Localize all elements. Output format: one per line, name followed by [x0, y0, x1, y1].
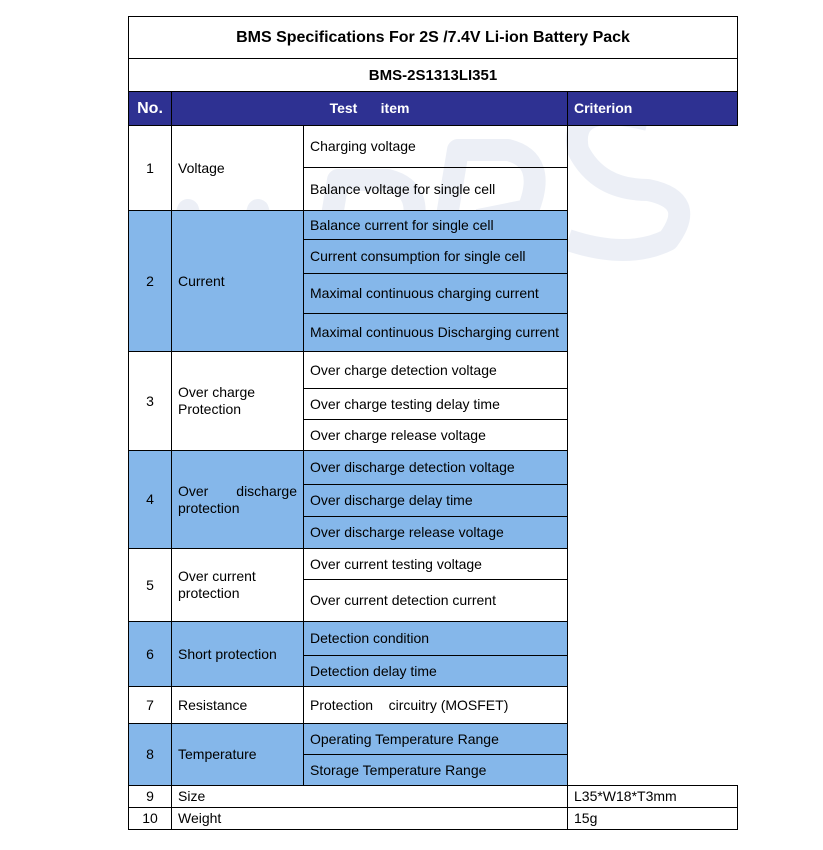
- model-number: BMS-2S1313LI351: [129, 59, 738, 92]
- item-name: Size: [172, 786, 568, 808]
- table-row: [129, 622, 738, 656]
- item-number: 10: [129, 808, 172, 830]
- document-title: BMS Specifications For 2S /7.4V Li-ion Battery Pack: [129, 17, 738, 59]
- header-test-item: Test item: [172, 92, 568, 126]
- item-number: 3: [129, 352, 172, 451]
- item-name: Short protection: [172, 622, 304, 687]
- item-name: Current: [172, 211, 304, 352]
- item-name: Over current protection: [172, 549, 304, 622]
- test-item-cell: Over discharge delay time: [304, 485, 568, 517]
- item-number: 8: [129, 724, 172, 786]
- item-name: Over charge Protection: [172, 352, 304, 451]
- test-item-cell: Over charge testing delay time: [304, 389, 568, 420]
- table-row: [129, 352, 738, 389]
- header-no: No.: [129, 92, 172, 126]
- item-name: Temperature: [172, 724, 304, 786]
- test-item-cell: Over charge release voltage: [304, 420, 568, 451]
- table-row: [129, 451, 738, 485]
- item-number: 1: [129, 126, 172, 211]
- item-number: 6: [129, 622, 172, 687]
- table-row: [129, 126, 738, 168]
- header-criterion: Criterion: [568, 92, 738, 126]
- spec-table: [128, 16, 738, 830]
- item-name: Over discharge protection: [172, 451, 304, 549]
- test-item-cell: Protection circuitry (MOSFET): [304, 687, 568, 724]
- table-row: [129, 786, 738, 808]
- item-name: Resistance: [172, 687, 304, 724]
- test-item-cell: Over charge detection voltage: [304, 352, 568, 389]
- criterion-cell: 15g: [568, 808, 738, 830]
- test-item-cell: Maximal continuous Discharging current: [304, 314, 568, 352]
- item-number: 2: [129, 211, 172, 352]
- item-number: 9: [129, 786, 172, 808]
- table-row: [129, 808, 738, 830]
- table-row: [129, 687, 738, 724]
- test-item-cell: Balance voltage for single cell: [304, 168, 568, 211]
- item-number: 5: [129, 549, 172, 622]
- item-name: Weight: [172, 808, 568, 830]
- test-item-cell: Over current testing voltage: [304, 549, 568, 580]
- test-item-cell: Over discharge detection voltage: [304, 451, 568, 485]
- test-item-cell: Over discharge release voltage: [304, 517, 568, 549]
- item-name: Voltage: [172, 126, 304, 211]
- criterion-cell: L35*W18*T3mm: [568, 786, 738, 808]
- test-item-cell: Storage Temperature Range: [304, 755, 568, 786]
- test-item-cell: Balance current for single cell: [304, 211, 568, 240]
- item-number: 7: [129, 687, 172, 724]
- table-row: [129, 724, 738, 755]
- test-item-cell: Current consumption for single cell: [304, 240, 568, 274]
- test-item-cell: Over current detection current: [304, 580, 568, 622]
- test-item-cell: Operating Temperature Range: [304, 724, 568, 755]
- spec-sheet: [128, 16, 737, 830]
- table-row: [129, 549, 738, 580]
- test-item-cell: Charging voltage: [304, 126, 568, 168]
- test-item-cell: Detection delay time: [304, 656, 568, 687]
- item-number: 4: [129, 451, 172, 549]
- test-item-cell: Detection condition: [304, 622, 568, 656]
- table-row: [129, 211, 738, 240]
- test-item-cell: Maximal continuous charging current: [304, 274, 568, 314]
